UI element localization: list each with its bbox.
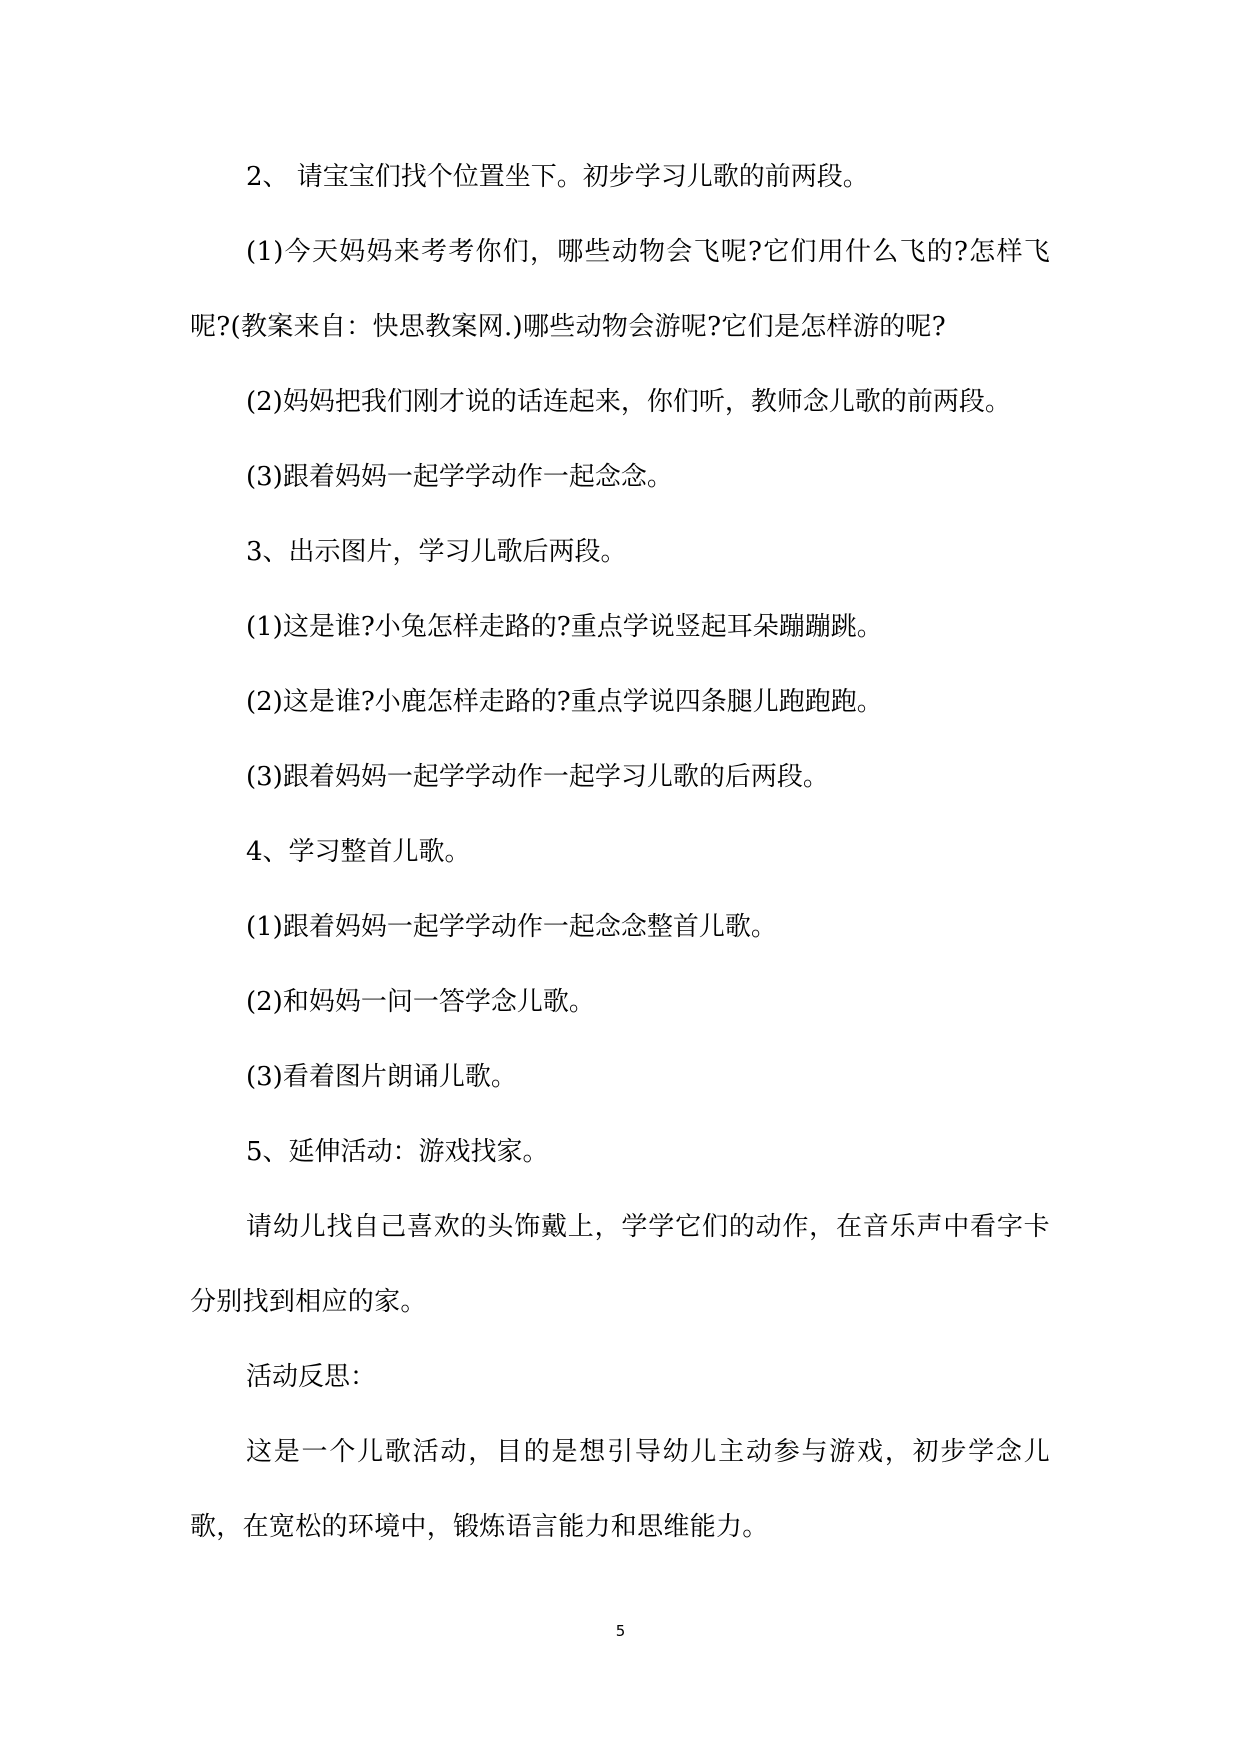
paragraph-step-4-1: (1)跟着妈妈一起学学动作一起念念整首儿歌。	[246, 912, 777, 942]
paragraph-step-4: 4、学习整首儿歌。	[246, 837, 471, 867]
document-body	[190, 140, 1050, 1565]
page-number: 5	[615, 1622, 626, 1640]
paragraph-step-4-2: (2)和妈妈一问一答学念儿歌。	[246, 987, 595, 1017]
paragraph-step-3-1: (1)这是谁?小兔怎样走路的?重点学说竖起耳朵蹦蹦跳。	[246, 612, 883, 642]
paragraph-step-3-2: (2)这是谁?小鹿怎样走路的?重点学说四条腿儿跑跑跑。	[246, 687, 883, 717]
paragraph-step-2: 2、 请宝宝们找个位置坐下。初步学习儿歌的前两段。	[246, 162, 869, 192]
paragraph-step-4-3: (3)看着图片朗诵儿歌。	[246, 1062, 517, 1092]
paragraph-step-2-1: (1)今天妈妈来考考你们，哪些动物会飞呢?它们用什么飞的?怎样飞呢?(教案来自：快思教案网.)哪些动物会游呢?它们是怎样游的呢?	[190, 237, 1050, 342]
paragraph-step-3: 3、出示图片，学习儿歌后两段。	[246, 537, 627, 567]
paragraph-reflection-body: 这是一个儿歌活动，目的是想引导幼儿主动参与游戏，初步学念儿歌，在宽松的环境中，锻炼语言能力和思维能力。	[190, 1437, 1050, 1542]
paragraph-step-3-3: (3)跟着妈妈一起学学动作一起学习儿歌的后两段。	[246, 762, 829, 792]
paragraph-step-2-2: (2)妈妈把我们刚才说的话连起来，你们听，教师念儿歌的前两段。	[246, 387, 1011, 417]
paragraph-reflection-heading: 活动反思：	[246, 1362, 377, 1392]
paragraph-step-5: 5、延伸活动：游戏找家。	[246, 1137, 549, 1167]
paragraph-step-5-detail: 请幼儿找自己喜欢的头饰戴上，学学它们的动作，在音乐声中看字卡分别找到相应的家。	[190, 1212, 1050, 1317]
paragraph-step-2-3: (3)跟着妈妈一起学学动作一起念念。	[246, 462, 673, 492]
